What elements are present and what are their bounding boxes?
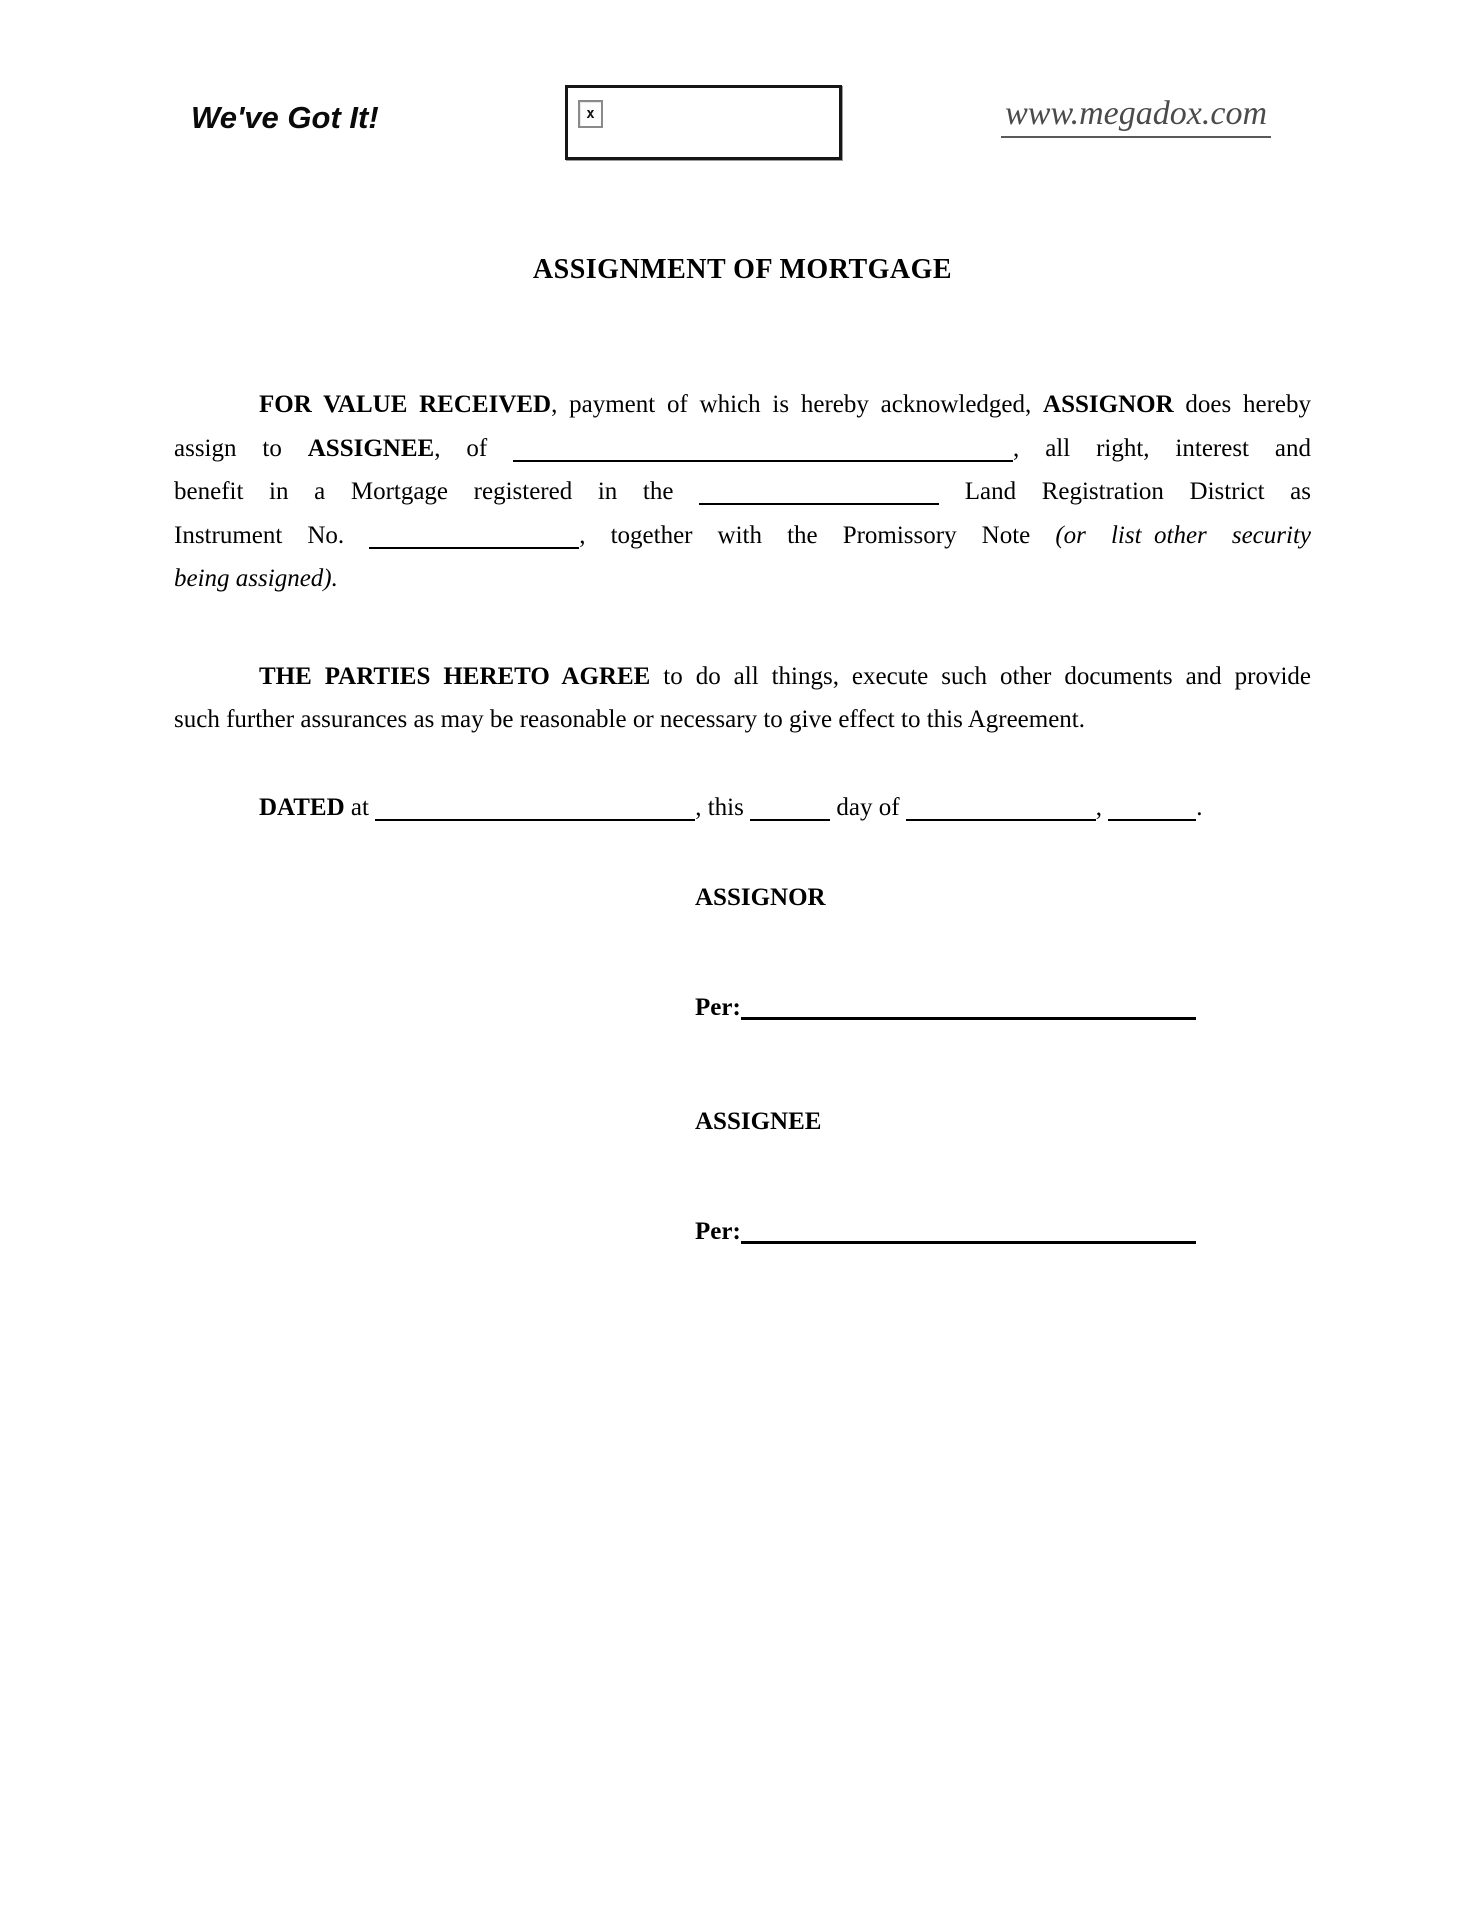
- text-run-bold: ASSIGNEE: [307, 434, 435, 462]
- text-run: Land Registration District as: [939, 478, 1311, 505]
- text-run: does hereby: [1173, 391, 1311, 418]
- text-run: , all right, interest and: [1013, 434, 1311, 462]
- text-run: Instrument No.: [174, 521, 370, 549]
- paragraph-for-value-received: [174, 383, 1311, 601]
- website-link[interactable]: www.megadox.com: [1001, 95, 1271, 138]
- paragraph-line: [174, 557, 1311, 601]
- text-run: .: [1196, 793, 1203, 821]
- text-run: day of: [830, 793, 906, 821]
- paragraph-line: [174, 698, 1311, 742]
- fill-in-blank-land-district[interactable]: [699, 503, 939, 505]
- per-label: Per:: [695, 994, 741, 1021]
- assignee-heading: ASSIGNEE: [695, 1108, 822, 1135]
- text-run: , together with the Promissory Note: [579, 521, 1056, 549]
- paragraph-line: [174, 470, 1311, 514]
- text-run: , this: [695, 793, 751, 821]
- fill-in-blank-instrument-no[interactable]: [369, 547, 579, 549]
- text-run: assign to: [174, 434, 308, 462]
- text-run: at: [344, 793, 376, 821]
- text-run-bold: FOR VALUE RECEIVED: [259, 391, 552, 418]
- paragraph-line: [174, 514, 1311, 558]
- text-run: such further assurances as may be reasonable or necessary to give effect to this Agreement.: [174, 706, 1085, 733]
- text-run: benefit in a Mortgage registered in the: [174, 478, 700, 505]
- text-run-bold: DATED: [259, 793, 345, 821]
- text-run-bold: ASSIGNOR: [1043, 391, 1174, 418]
- fill-in-blank-dated-year[interactable]: [1108, 819, 1196, 821]
- brand-logo: We've Got It!: [191, 100, 379, 135]
- fill-in-blank-assignee-address[interactable]: [513, 460, 1013, 462]
- fill-in-blank-dated-day[interactable]: [750, 819, 830, 821]
- signature-line-assignee[interactable]: [741, 1241, 1196, 1244]
- text-run-bold: THE PARTIES HERETO AGREE: [259, 662, 651, 690]
- text-run: ,: [1095, 793, 1109, 821]
- dated-line: [174, 786, 1311, 830]
- paragraph-parties-agree: [174, 655, 1311, 742]
- fill-in-blank-dated-month[interactable]: [906, 819, 1096, 821]
- assignor-per-line: [695, 991, 1311, 1025]
- text-run-italic: (or list other security: [1055, 521, 1311, 549]
- text-run-italic: being assigned).: [174, 565, 338, 592]
- fill-in-blank-dated-place[interactable]: [375, 819, 695, 821]
- per-label: Per:: [695, 1218, 741, 1245]
- document-title: ASSIGNMENT OF MORTGAGE: [532, 254, 953, 285]
- text-run: , of: [434, 434, 514, 462]
- assignee-per-line: [695, 1215, 1311, 1249]
- paragraph-line: [174, 383, 1311, 427]
- text-run: to do all things, execute such other documents and provide: [650, 662, 1312, 690]
- paragraph-line: [174, 427, 1311, 471]
- signature-line-assignor[interactable]: [741, 1017, 1196, 1020]
- text-run: , payment of which is hereby acknowledged,: [551, 391, 1044, 418]
- broken-image-glyph: x: [586, 106, 595, 122]
- assignor-heading: ASSIGNOR: [695, 884, 826, 911]
- paragraph-line: [174, 655, 1311, 699]
